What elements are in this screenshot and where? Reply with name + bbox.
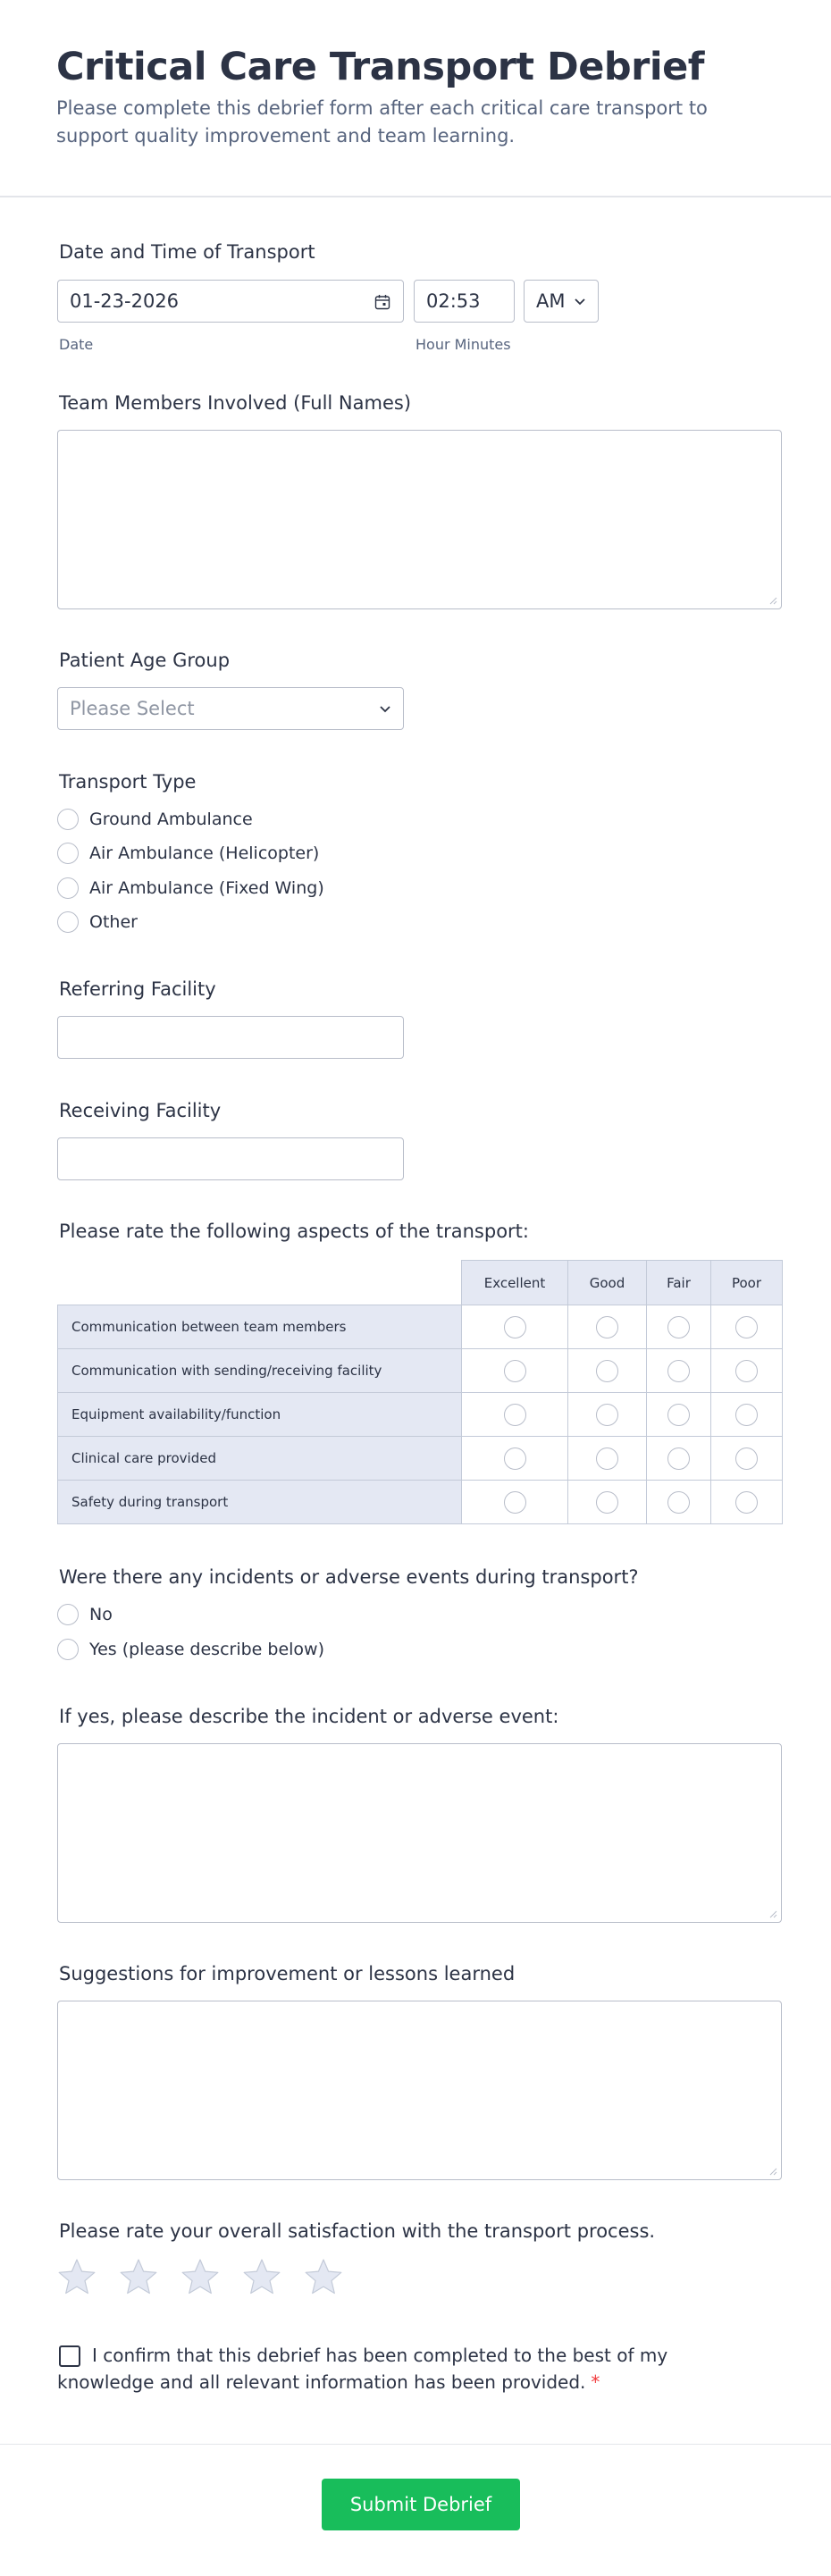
confirm-text: I confirm that this debrief has been completed to the best of my knowledge and all relevant information has been provided. bbox=[57, 2345, 668, 2393]
chevron-down-icon bbox=[380, 706, 390, 713]
resize-handle-icon[interactable] bbox=[768, 596, 777, 605]
matrix-column-header: Excellent bbox=[462, 1261, 568, 1305]
radio-label: Air Ambulance (Helicopter) bbox=[89, 843, 320, 863]
date-value: 01-23-2026 bbox=[70, 290, 180, 312]
radio-button[interactable] bbox=[57, 1604, 79, 1625]
matrix-row bbox=[58, 1393, 783, 1437]
rating-matrix bbox=[57, 1260, 783, 1524]
footer-divider bbox=[0, 2444, 831, 2445]
transport-type-label: Transport Type bbox=[59, 771, 197, 793]
time-sublabel: Hour Minutes bbox=[416, 336, 511, 353]
rating-matrix-label: Please rate the following aspects of the transport: bbox=[59, 1221, 529, 1242]
matrix-radio-poor[interactable] bbox=[735, 1491, 758, 1514]
matrix-row bbox=[58, 1305, 783, 1349]
star-icon[interactable] bbox=[242, 2258, 281, 2295]
team-members-label: Team Members Involved (Full Names) bbox=[59, 392, 412, 414]
matrix-radio-fair[interactable] bbox=[667, 1404, 690, 1426]
transport-option-helicopter[interactable] bbox=[57, 843, 319, 864]
matrix-radio-good[interactable] bbox=[596, 1447, 618, 1470]
matrix-radio-fair[interactable] bbox=[667, 1447, 690, 1470]
radio-label: Other bbox=[89, 912, 138, 932]
matrix-row bbox=[58, 1437, 783, 1481]
time-input[interactable] bbox=[414, 280, 515, 323]
matrix-row bbox=[58, 1349, 783, 1393]
ampm-select[interactable] bbox=[524, 280, 599, 323]
date-sublabel: Date bbox=[59, 336, 94, 353]
matrix-radio-good[interactable] bbox=[596, 1360, 618, 1382]
incidents-option-no[interactable] bbox=[57, 1604, 113, 1625]
matrix-radio-fair[interactable] bbox=[667, 1316, 690, 1338]
star-icon[interactable] bbox=[180, 2258, 220, 2295]
transport-option-ground[interactable] bbox=[57, 809, 253, 830]
matrix-row-label: Communication between team members bbox=[58, 1305, 462, 1349]
star-icon[interactable] bbox=[304, 2258, 343, 2295]
required-mark: * bbox=[591, 2371, 600, 2393]
radio-button[interactable] bbox=[57, 843, 79, 864]
suggestions-textarea[interactable] bbox=[57, 2001, 782, 2180]
form-title: Critical Care Transport Debrief bbox=[56, 45, 704, 89]
resize-handle-icon[interactable] bbox=[768, 1909, 777, 1918]
age-group-select[interactable] bbox=[57, 687, 404, 730]
transport-option-other[interactable] bbox=[57, 911, 138, 933]
submit-button[interactable]: Submit Debrief bbox=[322, 2479, 520, 2530]
satisfaction-label: Please rate your overall satisfaction with the transport process. bbox=[59, 2220, 656, 2242]
matrix-column-header: Poor bbox=[711, 1261, 783, 1305]
transport-datetime-label: Date and Time of Transport bbox=[59, 241, 315, 263]
star-icon[interactable] bbox=[57, 2258, 97, 2295]
radio-label: No bbox=[89, 1605, 113, 1624]
matrix-radio-poor[interactable] bbox=[735, 1360, 758, 1382]
ampm-value: AM bbox=[536, 290, 566, 312]
chevron-down-icon bbox=[575, 298, 585, 306]
matrix-radio-excellent[interactable] bbox=[504, 1316, 526, 1338]
radio-button[interactable] bbox=[57, 1639, 79, 1660]
form-subtitle: Please complete this debrief form after each critical care transport to support quality improvement and team learning. bbox=[56, 97, 708, 147]
suggestions-label: Suggestions for improvement or lessons learned bbox=[59, 1963, 516, 1984]
matrix-radio-excellent[interactable] bbox=[504, 1491, 526, 1514]
resize-handle-icon[interactable] bbox=[768, 2167, 777, 2176]
age-group-placeholder: Please Select bbox=[70, 698, 195, 719]
matrix-radio-fair[interactable] bbox=[667, 1360, 690, 1382]
radio-label: Air Ambulance (Fixed Wing) bbox=[89, 878, 324, 898]
matrix-radio-good[interactable] bbox=[596, 1491, 618, 1514]
date-input[interactable] bbox=[57, 280, 404, 323]
matrix-radio-good[interactable] bbox=[596, 1404, 618, 1426]
radio-label: Yes (please describe below) bbox=[89, 1640, 325, 1659]
incidents-option-yes[interactable] bbox=[57, 1639, 324, 1660]
incident-description-textarea[interactable] bbox=[57, 1743, 782, 1923]
matrix-row-label: Clinical care provided bbox=[58, 1437, 462, 1481]
calendar-icon[interactable] bbox=[374, 294, 390, 310]
receiving-facility-input[interactable] bbox=[57, 1137, 404, 1180]
radio-button[interactable] bbox=[57, 809, 79, 830]
matrix-radio-poor[interactable] bbox=[735, 1404, 758, 1426]
transport-option-fixed-wing[interactable] bbox=[57, 877, 324, 899]
team-members-textarea[interactable] bbox=[57, 430, 782, 609]
matrix-column-header: Good bbox=[568, 1261, 647, 1305]
radio-button[interactable] bbox=[57, 911, 79, 933]
form-header bbox=[0, 0, 831, 197]
radio-button[interactable] bbox=[57, 877, 79, 899]
matrix-corner bbox=[58, 1261, 462, 1305]
matrix-column-header: Fair bbox=[647, 1261, 711, 1305]
matrix-radio-poor[interactable] bbox=[735, 1447, 758, 1470]
matrix-radio-fair[interactable] bbox=[667, 1491, 690, 1514]
incident-description-label: If yes, please describe the incident or adverse event: bbox=[59, 1706, 559, 1727]
matrix-row-label: Communication with sending/receiving facility bbox=[58, 1349, 462, 1393]
matrix-radio-excellent[interactable] bbox=[504, 1360, 526, 1382]
matrix-row-label: Equipment availability/function bbox=[58, 1393, 462, 1437]
matrix-row bbox=[58, 1481, 783, 1524]
time-value: 02:53 bbox=[426, 290, 481, 312]
referring-facility-label: Referring Facility bbox=[59, 978, 216, 1000]
receiving-facility-label: Receiving Facility bbox=[59, 1100, 222, 1121]
matrix-radio-excellent[interactable] bbox=[504, 1404, 526, 1426]
matrix-row-label: Safety during transport bbox=[58, 1481, 462, 1524]
referring-facility-input[interactable] bbox=[57, 1016, 404, 1059]
star-rating bbox=[57, 2258, 365, 2295]
matrix-radio-excellent[interactable] bbox=[504, 1447, 526, 1470]
star-icon[interactable] bbox=[119, 2258, 158, 2295]
radio-label: Ground Ambulance bbox=[89, 810, 253, 829]
matrix-radio-poor[interactable] bbox=[735, 1316, 758, 1338]
incidents-label: Were there any incidents or adverse events during transport? bbox=[59, 1566, 639, 1588]
age-group-label: Patient Age Group bbox=[59, 650, 231, 671]
confirm-text-block bbox=[57, 2342, 701, 2396]
matrix-radio-good[interactable] bbox=[596, 1316, 618, 1338]
